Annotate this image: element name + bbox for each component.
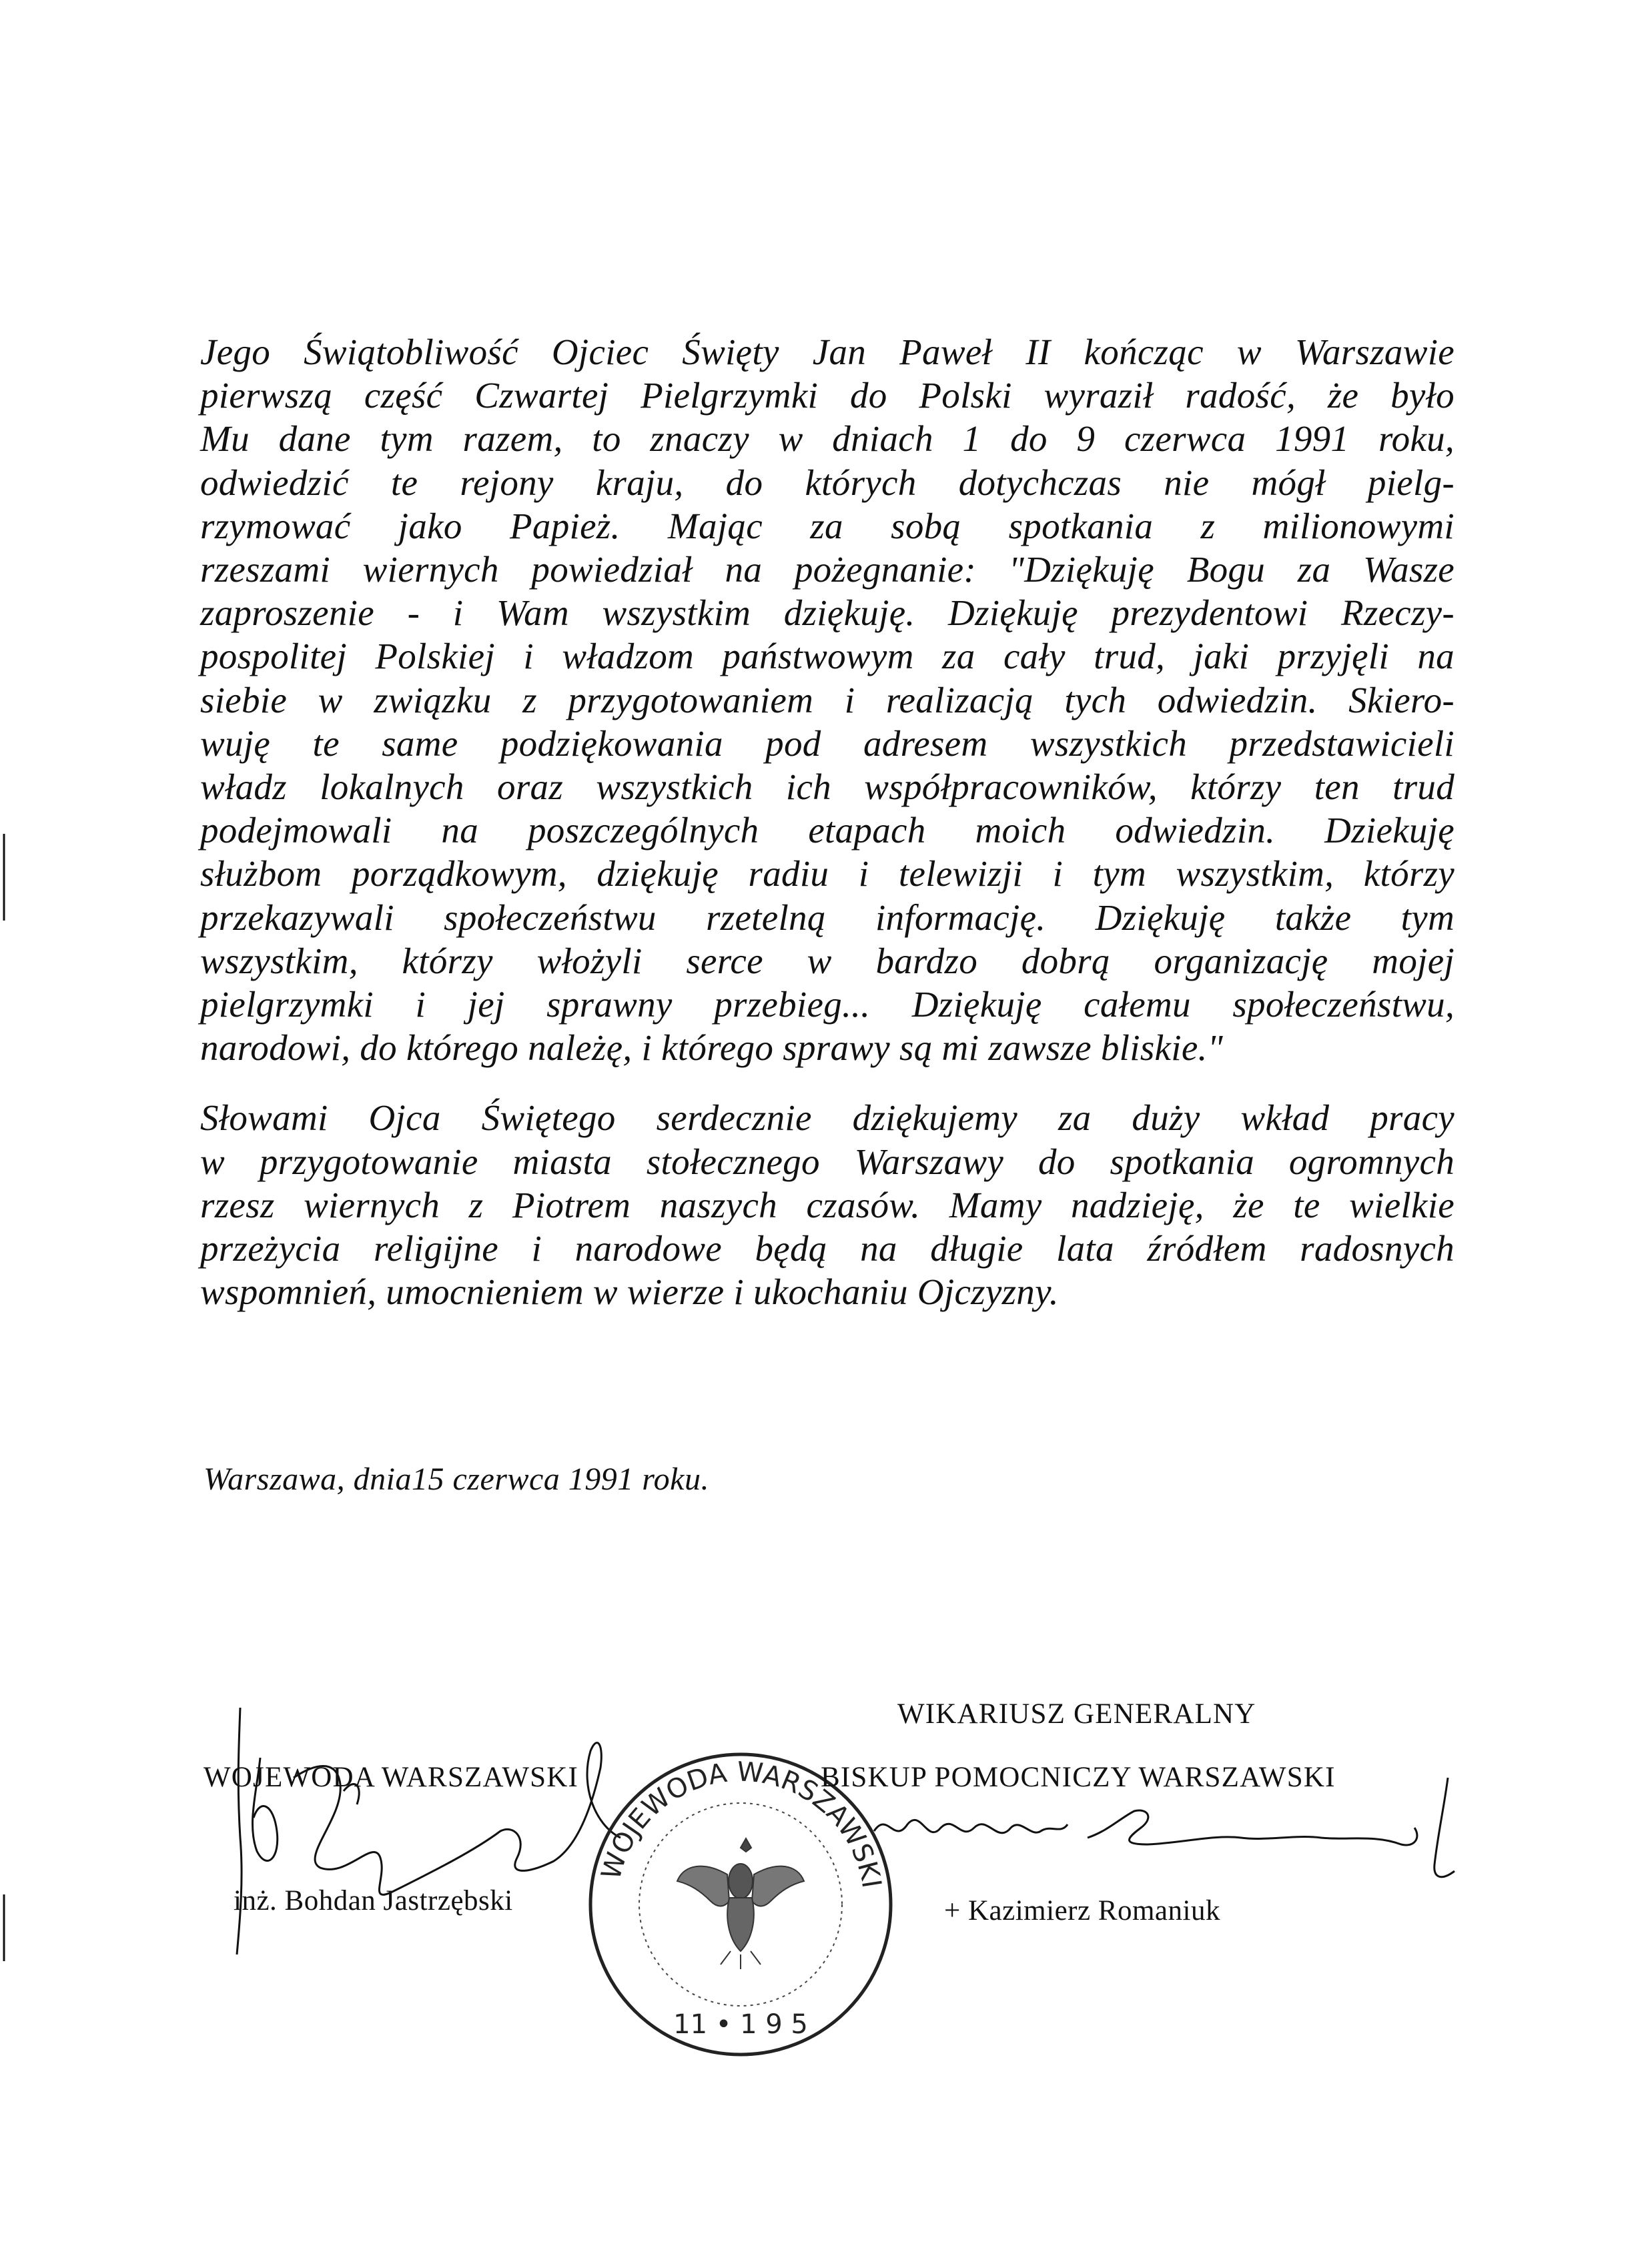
text-line: narodowi, do którego należę, i którego sprawy są mi zawsze bliskie."	[200, 1027, 1223, 1069]
text-line: podejmowali na poszczególnych etapach moich odwiedzin. Dziekuję	[200, 810, 1455, 851]
paragraph-1	[200, 330, 1455, 1069]
voivode-signature	[220, 1704, 647, 1958]
bishop-name: + Kazimierz Romaniuk	[944, 1895, 1220, 1926]
voivode-name: inż. Bohdan Jastrzębski	[234, 1885, 513, 1916]
eagle-emblem-icon	[677, 1838, 804, 1969]
text-line: rzymować jako Papież. Mając za sobą spotkania z milionowymi	[200, 505, 1455, 546]
text-line: wspomnień, umocnieniem w wierze i ukochaniu Ojczyzny.	[200, 1271, 1059, 1313]
text-line: rzeszami wiernych powiedział na pożegnanie: "Dziękuję Bogu za Wasze	[200, 549, 1455, 590]
text-line: odwiedzić te rejony kraju, do których dotychczas nie mógł pielg-	[200, 462, 1455, 503]
text-line: przekazywali społeczeństwu rzetelną informację. Dziękuję także tym	[200, 897, 1455, 938]
stamp-bottom-text: 11 • 1 9 5	[673, 2009, 808, 2040]
text-line: wuję te same podziękowania pod adresem wszystkich przedstawicieli	[200, 722, 1455, 764]
text-line: Słowami Ojca Świętego serdecznie dziękujemy za duży wkład pracy	[200, 1097, 1455, 1139]
stamp-text: WOJEWODA WARSZAWSKI	[595, 1756, 887, 1890]
bishop-signature	[867, 1771, 1468, 1891]
text-line: służbom porządkowym, dziękuję radiu i telewizji i tym wszystkim, którzy	[200, 853, 1455, 895]
voivode-title: WOJEWODA WARSZAWSKI	[203, 1762, 579, 1793]
date-line: Warszawa, dnia15 czerwca 1991 roku.	[203, 1462, 709, 1497]
text-line: wszystkim, którzy włożyli serce w bardzo dobrą organizację mojej	[200, 940, 1455, 981]
text-line: Mu dane tym razem, to znaczy w dniach 1 do 9 czerwca 1991 roku,	[200, 418, 1455, 460]
text-line: zaproszenie - i Wam wszystkim dziękuję. Dziękuję prezydentowi Rzeczy-	[200, 592, 1455, 634]
text-line: Jego Świątobliwość Ojciec Święty Jan Paweł II kończąc w Warszawie	[200, 332, 1455, 372]
text-line: pierwszą część Czwartej Pielgrzymki do Polski wyraził radość, że było	[200, 375, 1455, 416]
text-line: przeżycia religijne i narodowe będą na długie lata źródłem radosnych	[200, 1228, 1455, 1269]
paragraph-2	[200, 1096, 1455, 1313]
text-line: władz lokalnych oraz wszystkich ich współpracowników, którzy ten trud	[200, 766, 1455, 808]
vicar-title-line1: WIKARIUSZ GENERALNY	[897, 1698, 1256, 1730]
text-line: w przygotowanie miasta stołecznego Warszawy do spotkania ogromnych	[200, 1141, 1455, 1182]
scan-margin-marks	[0, 834, 13, 1968]
letter-body	[200, 330, 1455, 1313]
text-line: siebie w związku z przygotowaniem i realizacją tych odwiedzin. Skiero-	[200, 679, 1455, 720]
official-stamp	[584, 1748, 897, 2061]
text-line: rzesz wiernych z Piotrem naszych czasów. Mamy nadzieję, że te wielkie	[200, 1184, 1455, 1225]
vicar-title-line2: BISKUP POMOCNICZY WARSZAWSKI	[821, 1762, 1336, 1793]
text-line: pielgrzymki i jej sprawny przebieg... Dziękuję całemu społeczeństwu,	[200, 984, 1455, 1025]
text-line: pospolitej Polskiej i władzom państwowym za cały trud, jaki przyjęli na	[200, 636, 1455, 677]
